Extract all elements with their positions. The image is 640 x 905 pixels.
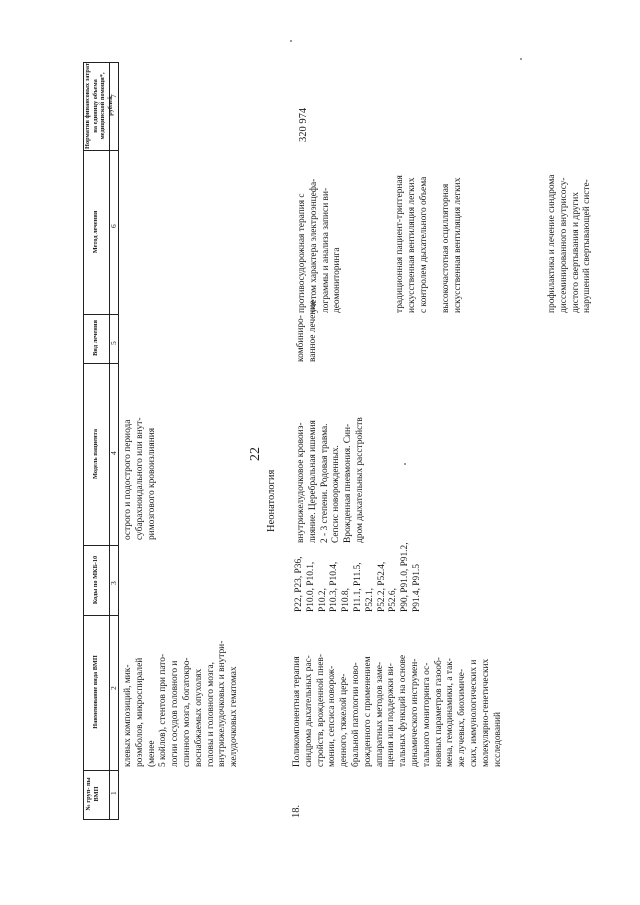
page-number: 22 xyxy=(248,447,263,461)
row-number: 18. xyxy=(291,804,302,818)
row18-method: высокочастотная осцилляторная искусственная вентиляция легких xyxy=(441,177,463,313)
column-number: 5 xyxy=(109,341,118,345)
scan-speck xyxy=(404,463,406,465)
row18-vmp-name: Поликомпонентная терапия синдрома дыхательных рас- стройств, врожденной пнев- монии, сепсиса новорож- денного, тяжелой цере- бральной патологии ново- рожденного с применением аппаратных методов заме- щения или поддержки ви- тальных функций на основе динамического инструмен- тального мониторинга ос- новных параметров газооб- мена, гемодинамики, а так- же лучевых, биохимиче- ских, иммунологических и молекулярно-генетических исследований xyxy=(292,654,503,767)
column-number: 2 xyxy=(109,686,118,690)
row18-method: традиционная пациент-триггерная искусственная вентиляция легких с контролем дыхательного объема xyxy=(395,175,429,313)
column-number: 7 xyxy=(109,94,118,98)
colnum-rule xyxy=(118,62,119,820)
column-number: 1 xyxy=(109,791,118,795)
scan-speck xyxy=(290,40,292,42)
row18-treatment-type: комбиниро- ванное лечение xyxy=(296,300,318,362)
table-top-border xyxy=(83,62,84,820)
header-vmp-name: Наименование вида ВМП xyxy=(92,655,99,729)
header-cost-norm: Норматив финансовых затрат на единицу объема медицинской помощи*, рублей xyxy=(84,63,114,149)
header-divider xyxy=(83,819,118,820)
header-icd-codes: Коды по МКБ-10 xyxy=(92,555,99,605)
header-patient-model: Модель пациента xyxy=(92,428,99,480)
column-number: 3 xyxy=(109,581,118,585)
continuation-vmp-name: клевых композиций, мик- роэмболов, микроспиралей (менее 5 койлов), стентов при пато- логии сосудов головного и спинного мозга, богатокро- воснабжаемых опухолях головы и головного мозга, внутрижелудочковых и внутри- желудочковых гематомах xyxy=(123,640,240,767)
row18-method: профилактика и лечение синдрома диссеминированного внутрисосу- дистого свертывания и других нарушений свертывающей систе- xyxy=(547,174,593,313)
column-number: 4 xyxy=(109,451,118,455)
header-group-number: № груп- пы ВМП xyxy=(85,777,100,811)
section-title: Неонатология xyxy=(266,469,277,532)
header-treatment-method: Метод лечения xyxy=(92,210,99,254)
row18-patient-model: внутрижелудочковое кровоиз- лияние. Церебральная ишемия 2 - 3 степени. Родовая травма. Сепсис новорожденных. Врожденная пневмония. Син- дром дыхательных расстройств xyxy=(296,417,365,543)
header-rule xyxy=(109,62,110,820)
scan-speck xyxy=(520,58,522,60)
row18-cost-norm: 320 974 xyxy=(298,107,309,142)
row18-method: противосудорожная терапия с учетом характера электроэнцефа- лограммы и анализа записи ви- деомониторинга xyxy=(297,178,343,313)
column-number: 6 xyxy=(109,224,118,228)
row18-icd-codes: P22, P23, P36, P10.0, P10.1, P10.2, P10.3, P10.4, P10.8, P11.1, P11.5, P52.1, P52.2, P52.4, P52.6, P90, P91.0, P91.2, P91.4, P91.5 xyxy=(294,542,422,612)
header-treatment-type: Вид лечения xyxy=(92,320,99,356)
continuation-patient-model: острого и подострого периода субарахноидального или внут- римозгового кровоизлияния xyxy=(123,417,157,540)
